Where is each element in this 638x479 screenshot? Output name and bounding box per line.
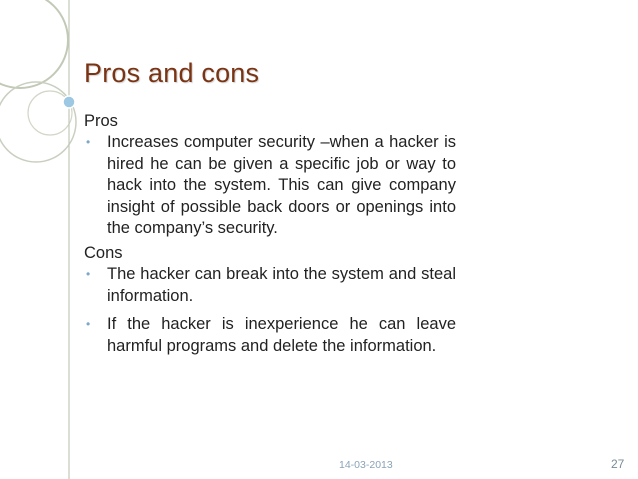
pros-heading: Pros	[84, 112, 118, 130]
bullet-icon: •	[86, 266, 91, 281]
footer-date: 14-03-2013	[339, 459, 393, 471]
decor-large-arc	[0, 0, 68, 88]
cons-heading: Cons	[84, 243, 123, 262]
list-item	[84, 132, 456, 240]
page-number: 27	[611, 457, 625, 471]
bullet-icon: •	[86, 317, 91, 332]
list-item	[84, 314, 456, 357]
pros-list	[84, 132, 456, 240]
bullet-icon: •	[86, 135, 91, 149]
slide-title: Pros and cons	[84, 58, 260, 88]
list-item-text: The hacker can break into the system and steal information.	[107, 264, 456, 305]
decor-blue-dot	[63, 96, 75, 108]
slide-content	[84, 110, 456, 364]
list-item-text: If the hacker is inexperience he can leave harmful programs and delete the information.	[107, 315, 456, 355]
cons-list	[84, 264, 456, 357]
list-item	[84, 264, 456, 307]
list-item-text: Increases computer security –when a hacker is hired he can be given a specific job or way to hack into the system. This can give company insight of possible back doors or openings into the company’s security.	[107, 133, 456, 238]
